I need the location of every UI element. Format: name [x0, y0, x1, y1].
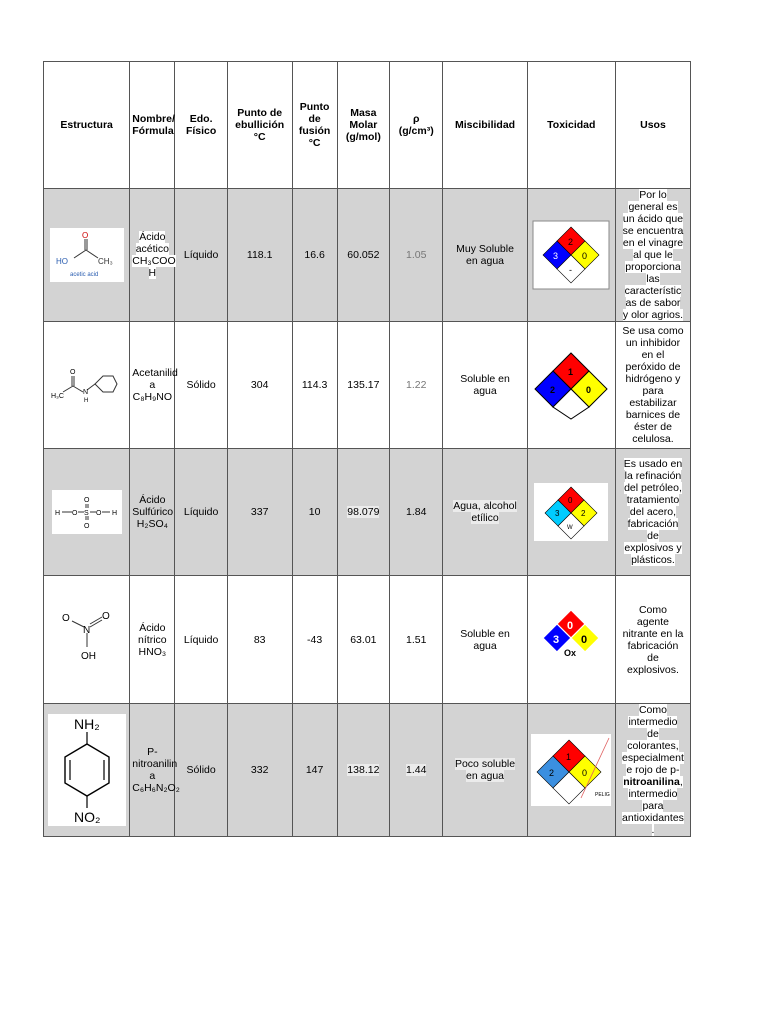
toxicity-cell — [527, 322, 615, 449]
density-cell: 1.22 — [390, 322, 443, 449]
structure-cell — [44, 576, 130, 704]
svg-text:O: O — [61, 612, 70, 624]
header-nombre: Nombre/ Fórmula — [130, 62, 175, 189]
name-cell: Ácido nítrico HNO₃ — [130, 576, 175, 704]
header-usos: Usos — [615, 62, 690, 189]
svg-text:2: 2 — [568, 237, 574, 247]
uses-cell: Es usado en la refinación del petróleo, tratamiento del acero, fabricación de explosivos y plásticos. — [615, 449, 690, 576]
table-row — [44, 704, 691, 837]
miscibility-cell: Poco soluble en agua — [443, 704, 527, 837]
name-cell: Acetanilid a C₈H₉NO — [130, 322, 175, 449]
svg-text:O: O — [69, 369, 76, 376]
svg-text:0: 0 — [581, 633, 588, 646]
svg-text:3: 3 — [555, 509, 560, 518]
molar-mass-cell: 60.052 — [337, 189, 389, 322]
uses-cell: Se usa como un inhibidor en el peróxido de hidrógeno y para estabilizar barnices de éster de celulosa. — [615, 322, 690, 449]
svg-text:2: 2 — [550, 385, 556, 395]
melting-cell: 10 — [292, 449, 337, 576]
toxicity-cell — [527, 704, 615, 837]
miscibility-cell: Soluble en agua — [443, 576, 527, 704]
svg-text:O: O — [83, 523, 90, 530]
svg-text:0: 0 — [567, 619, 574, 632]
nfpa-diamond-icon — [533, 221, 609, 289]
header-punto-fusion: Punto de fusión °C — [292, 62, 337, 189]
svg-text:0: 0 — [582, 251, 588, 261]
svg-text:O: O — [71, 510, 78, 517]
boiling-cell: 304 — [227, 322, 292, 449]
miscibility-cell: Muy Soluble en agua — [443, 189, 527, 322]
uses-cell: Como intermedio de colorantes, especialment e rojo de p- nitroanilina, intermedio para antioxidantes . — [615, 704, 690, 837]
state-cell: Sólido — [175, 704, 227, 837]
svg-text:0: 0 — [568, 496, 573, 505]
svg-text:NO₂: NO₂ — [73, 809, 101, 825]
density-cell: 1.05 — [390, 189, 443, 322]
svg-text:PELIG: PELIG — [595, 792, 611, 798]
svg-text:OH: OH — [80, 650, 96, 662]
svg-text:H: H — [54, 510, 60, 517]
boiling-cell: 332 — [227, 704, 292, 837]
svg-text:H: H — [83, 398, 88, 404]
molar-mass-cell: 138.12 — [337, 704, 389, 837]
toxicity-cell — [527, 576, 615, 704]
nitric-acid-structure-image — [50, 607, 124, 673]
molar-mass-cell: 135.17 — [337, 322, 389, 449]
table-row — [44, 189, 691, 322]
table-row — [44, 576, 691, 704]
svg-text:0: 0 — [586, 385, 592, 395]
header-punto-ebullicion: Punto de ebullición °C — [227, 62, 292, 189]
svg-text:3: 3 — [553, 251, 559, 261]
boiling-cell: 337 — [227, 449, 292, 576]
melting-cell: 147 — [292, 704, 337, 837]
name-cell: P- nitroanilin a C₆H₆N₂O₂ — [130, 704, 175, 837]
density-cell: 1.84 — [390, 449, 443, 576]
header-densidad: ρ (g/cm³) — [390, 62, 443, 189]
table-row — [44, 322, 691, 449]
svg-text:HO: HO — [55, 257, 68, 266]
toxicity-cell — [527, 449, 615, 576]
svg-text:H: H — [111, 510, 117, 517]
structure-cell — [44, 449, 130, 576]
uses-cell: Como agente nitrante en la fabricación de explosivos. — [615, 576, 690, 704]
svg-text:O: O — [81, 231, 88, 240]
acetic-acid-structure-image — [50, 228, 124, 282]
structure-cell — [44, 322, 130, 449]
header-miscibilidad: Miscibilidad — [443, 62, 527, 189]
chemicals-table — [43, 61, 691, 837]
svg-text:3: 3 — [553, 633, 560, 646]
uses-cell: Por lo general es un ácido que se encuentra en el vinagre al que le proporciona las característic as de sabor y olor agrios. — [615, 189, 690, 322]
miscibility-cell: Agua, alcohol etílico — [443, 449, 527, 576]
sulfuric-acid-structure-image — [52, 490, 122, 534]
miscibility-cell: Soluble en agua — [443, 322, 527, 449]
svg-text:H₃C: H₃C — [50, 393, 64, 400]
name-cell: Ácido Sulfúrico H₂SO₄ — [130, 449, 175, 576]
header-masa-molar: Masa Molar (g/mol) — [337, 62, 389, 189]
svg-text:O: O — [101, 610, 110, 622]
molar-mass-cell: 98.079 — [337, 449, 389, 576]
melting-cell: -43 — [292, 576, 337, 704]
state-cell: Líquido — [175, 449, 227, 576]
svg-text:CH₃: CH₃ — [97, 257, 113, 266]
header-estructura: Estructura — [44, 62, 130, 189]
toxicity-cell — [527, 189, 615, 322]
nfpa-diamond-icon — [533, 349, 609, 421]
nfpa-diamond-icon — [531, 734, 611, 806]
molar-mass-cell: 63.01 — [337, 576, 389, 704]
boiling-cell: 83 — [227, 576, 292, 704]
svg-text:Ox: Ox — [564, 647, 577, 658]
state-cell: Líquido — [175, 576, 227, 704]
density-cell: 1.44 — [390, 704, 443, 837]
svg-text:N: N — [82, 624, 90, 636]
state-cell: Sólido — [175, 322, 227, 449]
svg-text:NH₂: NH₂ — [73, 716, 100, 732]
name-cell: Ácido acético CH₃COO H — [130, 189, 175, 322]
svg-text:1: 1 — [568, 367, 574, 377]
svg-text:2: 2 — [581, 509, 586, 518]
header-edo: Edo. Físico — [175, 62, 227, 189]
svg-text:1: 1 — [566, 752, 572, 762]
density-cell: 1.51 — [390, 576, 443, 704]
svg-text:W: W — [567, 525, 573, 531]
svg-text:O: O — [95, 510, 102, 517]
nfpa-diamond-icon — [539, 608, 603, 672]
svg-text:O: O — [83, 497, 90, 504]
melting-cell: 114.3 — [292, 322, 337, 449]
melting-cell: 16.6 — [292, 189, 337, 322]
header-toxicidad: Toxicidad — [527, 62, 615, 189]
nfpa-diamond-icon — [534, 483, 608, 541]
boiling-cell: 118.1 — [227, 189, 292, 322]
svg-text:S: S — [83, 510, 89, 517]
table-row — [44, 449, 691, 576]
structure-cell — [44, 704, 130, 837]
acetanilide-structure-image — [49, 360, 125, 410]
svg-text:acetic acid: acetic acid — [69, 272, 98, 278]
header-row — [44, 62, 691, 189]
svg-text:-: - — [569, 265, 573, 275]
p-nitroaniline-structure-image — [48, 714, 126, 826]
state-cell: Líquido — [175, 189, 227, 322]
svg-text:0: 0 — [582, 768, 588, 778]
structure-cell — [44, 189, 130, 322]
svg-text:2: 2 — [549, 768, 555, 778]
svg-text:N: N — [82, 389, 88, 396]
